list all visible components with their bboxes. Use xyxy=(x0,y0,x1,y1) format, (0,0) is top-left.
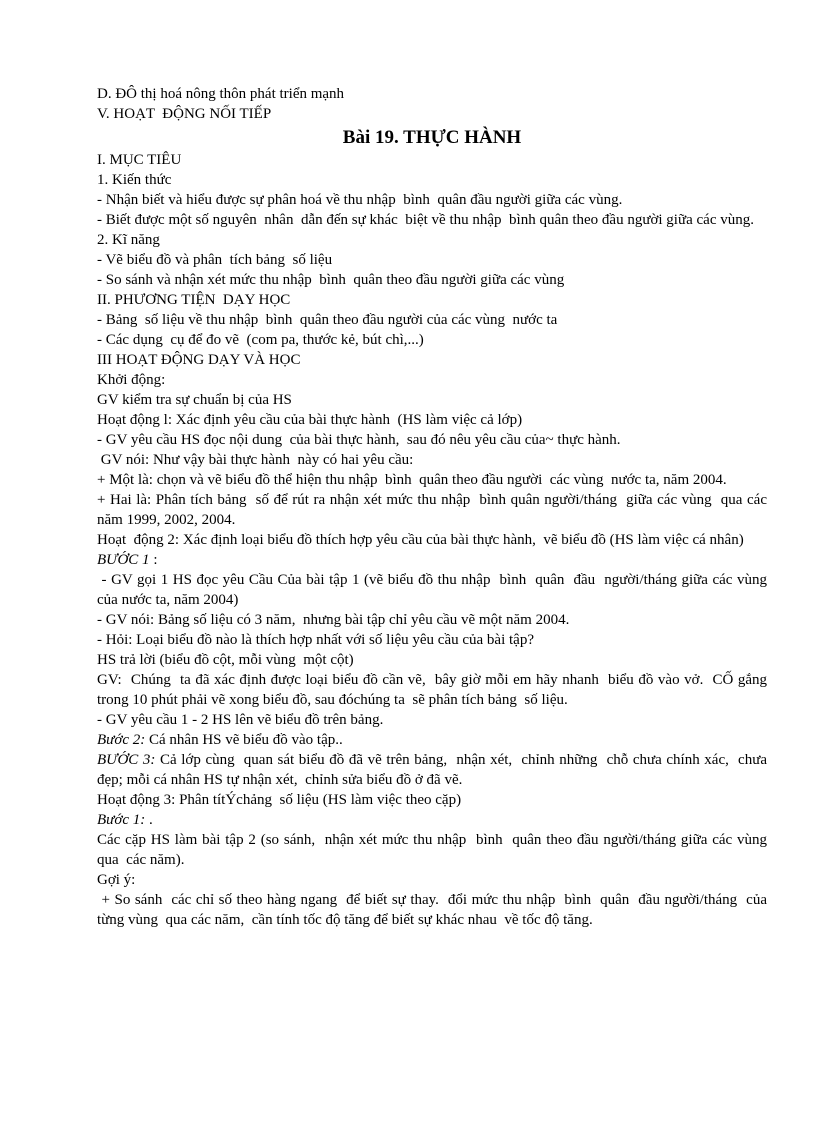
next-activity-heading: V. HOẠT ĐỘNG NỐI TIẾP xyxy=(97,106,272,122)
paragraph: Gợi ý: xyxy=(97,872,136,888)
paragraph: GV nói: Như vậy bài thực hành này có hai yêu cầu: xyxy=(97,452,414,468)
step-suffix: : xyxy=(149,552,158,568)
knowledge-item: - Nhận biết và hiểu được sự phân hoá về thu nhập bình quân đầu người giữa các vùng. xyxy=(97,192,623,208)
paragraph: - GV gọi 1 HS đọc yêu Cầu Của bài tập 1 (vẽ biểu đồ thu nhập bình quân đầu người/tháng giữa các vùng của nước ta, năm 2004) xyxy=(97,572,775,608)
knowledge-subheading: 1. Kiến thức xyxy=(97,172,172,188)
skills-subheading: 2. Kĩ năng xyxy=(97,232,160,248)
document-page xyxy=(97,84,775,930)
option-d-text: D. ĐÔ thị hoá nông thôn phát triển mạnh xyxy=(97,86,345,102)
paragraph: Các cặp HS làm bài tập 2 (so sánh, nhận xét mức thu nhập bình quân theo đầu người/tháng giữa các vùng qua các năm). xyxy=(97,832,775,868)
skills-item: - So sánh và nhận xét mức thu nhập bình quân theo đầu người giữa các vùng xyxy=(97,272,565,288)
step-label: Bước 2: xyxy=(97,732,146,748)
paragraph: Hoạt động 3: Phân títÝchảng số liệu (HS làm việc theo cặp) xyxy=(97,792,462,808)
paragraph: GV: Chúng ta đã xác định được loại biểu đồ cần vẽ, bây giờ mỗi em hãy nhanh biểu đồ vào vở. CỐ gắng trong 10 phút phải vẽ xong biểu đồ, sau đóchúng ta sẽ phân tích bảng số liệu. xyxy=(97,672,771,708)
paragraph: + Một là: chọn và vẽ biểu đồ thể hiện thu nhập bình quân theo đầu người các vùng nước ta, năm 2004. xyxy=(97,472,727,488)
materials-item: - Các dụng cụ để đo vẽ (com pa, thước kẻ, bút chì,...) xyxy=(97,332,424,348)
step-line xyxy=(97,730,767,750)
activities-heading: III HOẠT ĐỘNG DẠY VÀ HỌC xyxy=(97,352,301,368)
paragraph: Hoạt động 2: Xác định loại biểu đồ thích hợp yêu cầu của bài thực hành, vẽ biểu đồ (HS làm việc cá nhân) xyxy=(97,532,744,548)
paragraph: - GV yêu cầu HS đọc nội dung của bài thực hành, sau đó nêu yêu cầu của~ thực hành. xyxy=(97,432,621,448)
step-suffix: . xyxy=(145,812,153,828)
step-label: BƯỚC 1 xyxy=(97,552,150,568)
lesson-title: Bài 19. THỰC HÀNH xyxy=(342,127,522,148)
skills-item: - Vẽ biểu đồ và phân tích bảng số liệu xyxy=(97,252,333,268)
objectives-heading: I. MỤC TIÊU xyxy=(97,152,182,168)
step-label: Bước 1: xyxy=(97,812,146,828)
paragraph: + So sánh các chỉ số theo hàng ngang để biết sự thay. đổi mức thu nhập bình quân đầu người/tháng của từng vùng qua các năm, cần tính tốc độ tăng để biết sự khác nhau về tốc độ tăng. xyxy=(97,892,771,928)
knowledge-item: - Biết được một số nguyên nhân dẫn đến sự khác biệt về thu nhập bình quân theo đầu người giữa các vùng. xyxy=(97,212,754,228)
step-text: Cả lớp cùng quan sát biểu đồ đã vẽ trên bảng, nhận xét, chỉnh những chỗ chưa chính xác, chưa đẹp; mỗi cá nhân HS tự nhận xét, chỉnh sửa biểu đồ ở đã vẽ. xyxy=(97,752,771,788)
paragraph: + Hai là: Phân tích bảng số để rút ra nhận xét mức thu nhập bình quân người/tháng giữa các vùng qua các năm 1999, 2002, 2004. xyxy=(97,492,771,528)
paragraph: - GV yêu cầu 1 - 2 HS lên vẽ biểu đồ trên bảng. xyxy=(97,712,384,728)
materials-item: - Bảng số liệu về thu nhập bình quân theo đầu người của các vùng nước ta xyxy=(97,312,558,328)
paragraph: Hoạt động l: Xác định yêu cầu của bài thực hành (HS làm việc cả lớp) xyxy=(97,412,523,428)
paragraph: - Hỏi: Loại biểu đồ nào là thích hợp nhất với số liệu yêu cầu của bài tập? xyxy=(97,632,534,648)
paragraph: Khởi động: xyxy=(97,372,166,388)
paragraph: - GV nói: Bảng số liệu có 3 năm, nhưng bài tập chỉ yêu cầu vẽ một năm 2004. xyxy=(97,612,570,628)
step-label: BƯỚC 3: xyxy=(97,752,156,768)
step-line xyxy=(97,810,767,830)
step-line xyxy=(97,550,767,570)
step-line xyxy=(97,750,771,790)
step-text: Cá nhân HS vẽ biểu đồ vào tập.. xyxy=(145,732,343,748)
materials-heading: II. PHƯƠNG TIỆN DẠY HỌC xyxy=(97,292,291,308)
paragraph: GV kiểm tra sự chuẩn bị của HS xyxy=(97,392,292,408)
paragraph: HS trả lời (biểu đồ cột, mỗi vùng một cột) xyxy=(97,652,354,668)
